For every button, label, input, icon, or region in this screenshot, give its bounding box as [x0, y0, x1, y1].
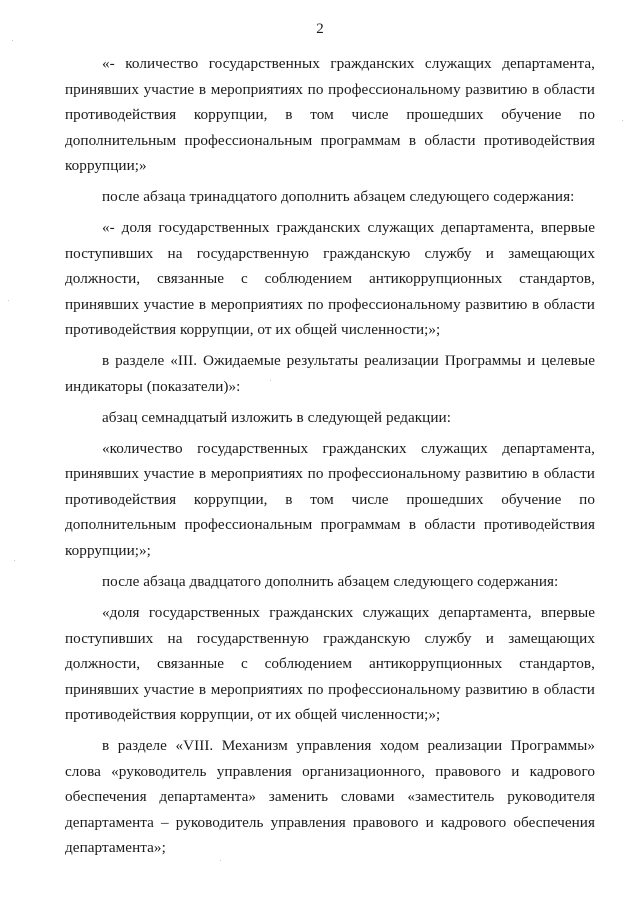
paragraph-1: «- количество государственных гражданских служащих департамента, принявших участие в мероприятиях по профессиональному развитию в области противодействия коррупции, в том числе прошедших обучение по дополнительным профессиональным программам в области противодействия коррупции;» — [65, 55, 595, 174]
paragraph-2: после абзаца тринадцатого дополнить абзацем следующего содержания: — [102, 188, 575, 206]
paragraph-8: «доля государственных гражданских служащих департамента, впервые поступивших на государственную гражданскую службу и замещающих должности, связанные с соблюдением антикоррупционных стандартов, принявших участие в мероприятиях по профессиональному развитию в области противодействия коррупции, от их общей численности;»; — [65, 604, 595, 724]
paragraph-6: «количество государственных гражданских служащих департамента, принявших участие в мероприятиях по профессиональному развитию в области противодействия коррупции, в том числе прошедших обучение по дополнительным профессиональным программам в области противодействия коррупции;»; — [65, 439, 595, 559]
paragraph-7: после абзаца двадцатого дополнить абзацем следующего содержания: — [102, 573, 559, 591]
scan-speck — [8, 300, 9, 301]
document-body — [65, 51, 595, 861]
scan-speck — [270, 380, 271, 381]
scan-speck — [220, 860, 221, 861]
page-number: 2 — [316, 21, 324, 37]
paragraph-4: в разделе «III. Ожидаемые результаты реализации Программы и целевые индикаторы (показатели)»: — [65, 352, 595, 395]
paragraph-3: «- доля государственных гражданских служащих департамента, впервые поступивших на государственную гражданскую службу и замещающих должности, связанные с соблюдением антикоррупционных стандартов, принявших участие в мероприятиях по профессиональному развитию в области противодействия коррупции, от их общей численности;»; — [65, 219, 595, 339]
scan-speck — [12, 40, 13, 41]
paragraph-5: абзац семнадцатый изложить в следующей редакции: — [102, 408, 451, 426]
scan-speck — [622, 120, 623, 121]
paragraph-9: в разделе «VIII. Механизм управления ходом реализации Программы» слова «руководитель управления организационного, правового и кадрового обеспечения департамента» заменить словами «заместитель руководителя департамента – руководитель управления правового и кадрового обеспечения департамента»; — [65, 737, 595, 857]
scan-speck — [14, 560, 15, 561]
